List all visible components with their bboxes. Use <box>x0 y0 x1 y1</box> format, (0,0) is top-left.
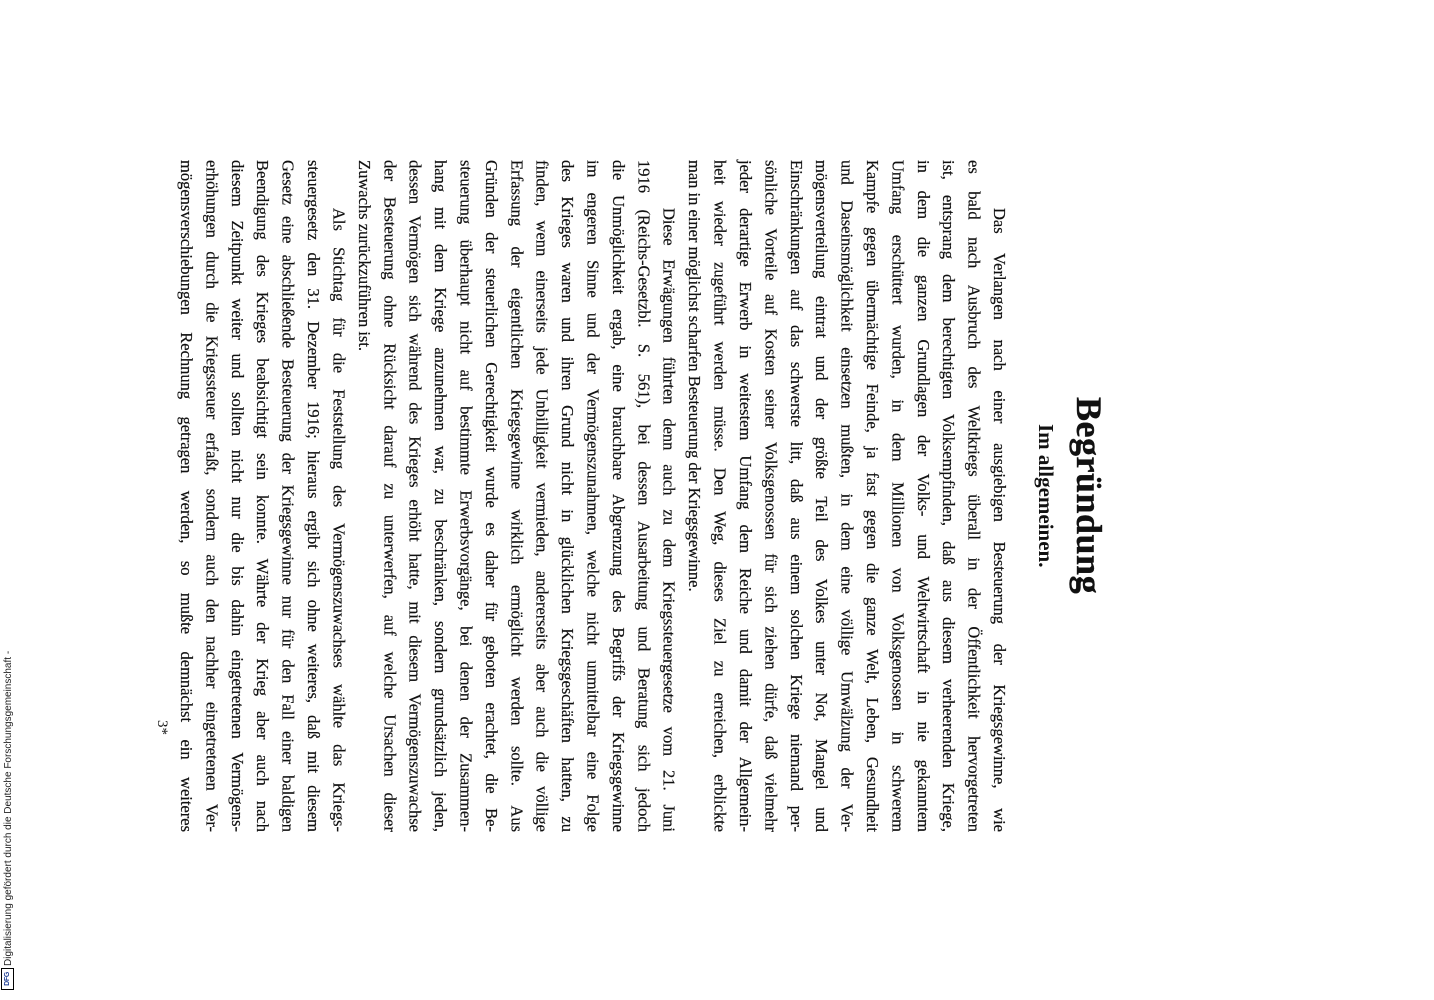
text-line: im engeren Sinne und der Vermögenszunahmen, welche nicht unmittelbar eine Folge <box>583 160 603 832</box>
text-line: Beendigung des Krieges beabsichtigt sein konnte. Währte der Krieg aber auch nach <box>253 160 273 832</box>
body-text <box>172 160 1012 832</box>
paragraph-2 <box>351 160 681 832</box>
text-line: es bald nach Ausbruch des Weltkriegs überall in der Öffentlichkeit hervorgetreten <box>964 160 984 832</box>
section-subtitle: Im allgemeinen. <box>1034 424 1058 568</box>
text-line: steuerung überhaupt nicht auf bestimmte Erwerbsvorgänge, bei denen der Zusammen- <box>456 160 476 832</box>
text-line: heit wieder zugeführt werden müsse. Den Weg, dieses Ziel zu erreichen, erblickte <box>710 160 730 832</box>
text-line: mögensverschiebungen Rechnung getragen werden, so mußte demnächst ein weiteres <box>177 160 196 832</box>
text-line: ist, entsprang dem berechtigten Volksempfinden, daß aus diesem verheerenden Kriege, <box>939 160 959 832</box>
text-line: dessen Vermögen sich während des Krieges erhöht hatte, mit diesem Vermögenszuwachse <box>405 160 425 832</box>
paragraph-3 <box>174 160 352 832</box>
text-line: Zuwachs zurückzuführen ist. <box>354 160 374 352</box>
text-line: die Unmöglichkeit ergab, eine brauchbare Abgrenzung des Begriffs der Kriegsgewinne <box>608 160 628 832</box>
text-line: Gesetz eine abschließende Besteuerung der Kriegsgewinne nur für den Fall einer baldigen <box>278 160 298 832</box>
text-line: Das Verlangen nach einer ausgiebigen Besteuerung der Kriegsgewinne, wie <box>990 208 1009 832</box>
page-title: Begründung <box>1069 397 1109 595</box>
text-line: finden, wenn einerseits jede Unbilligkeit vermieden, andererseits aber auch die völlige <box>532 160 552 832</box>
dfg-logo <box>1 968 14 990</box>
text-line: des Krieges waren und ihren Grund nicht in glücklichen Kriegsgeschäften hatten, zu <box>558 160 578 832</box>
text-line: mögensverteilung eintrat und der größte Teil des Volkes unter Not, Mangel und <box>812 160 832 832</box>
paragraph-1 <box>682 160 1012 832</box>
text-line: hang mit dem Kriege anzunehmen war, zu beschränken, sondern grundsätzlich jeden, <box>431 160 451 832</box>
text-line: Einschränkungen auf das schwerste litt, daß aus einem solchen Kriege niemand per- <box>786 160 806 832</box>
signature-mark: 3* <box>154 720 170 735</box>
text-line: der Besteuerung ohne Rücksicht darauf zu unterwerfen, auf welche Ursachen dieser <box>380 160 400 832</box>
text-line: Umfang erschüttert wurden, in dem Millionen von Volksgenossen in schwerem <box>888 160 908 832</box>
dfg-logo-text: DFG <box>4 972 11 986</box>
text-line: steuergesetz den 31. Dezember 1916; hieraus ergibt sich ohne weiteres, daß mit diesem <box>304 160 324 832</box>
text-line: Diese Erwägungen führten denn auch zu dem Kriegssteuergesetze vom 21. Juni <box>659 208 679 832</box>
text-line: Gründen der steuerlichen Gerechtigkeit wurde es daher für geboten erachtet, die Be- <box>481 160 501 832</box>
text-line: erhöhungen durch die Kriegssteuer erfaßt, sondern auch den nachher eingetretenen Ver- <box>202 160 222 832</box>
text-line: in dem die ganzen Grundlagen der Volks- und Weltwirtschaft in nie gekanntem <box>913 160 933 832</box>
heading-block <box>1024 160 1112 832</box>
text-line: Erfassung der eigentlichen Kriegsgewinne wirklich ermöglicht werden sollte. Aus <box>507 160 527 832</box>
text-line: diesem Zeitpunkt weiter und sollten nicht nur die bis dahin eingetretenen Vermögens- <box>227 160 247 832</box>
text-line: man in einer möglichst scharfen Besteuerung der Kriegsgewinne. <box>685 160 705 592</box>
text-line: und Daseinsmöglichkeit einsetzen mußten, in dem eine völlige Umwälzung der Ver- <box>837 160 857 832</box>
digitization-credit: Digitalisierung gefördert durch die Deutsche Forschungsgemeinschaft - <box>3 650 14 966</box>
text-line: Als Stichtag für die Feststellung des Vermögenszuwachses wählte das Kriegs- <box>329 208 349 832</box>
text-line: Kampfe gegen übermächtige Feinde, ja fast gegen die ganze Welt, Leben, Gesundheit <box>862 160 882 832</box>
text-line: 1916 (Reichs-Gesetzbl. S. 561), bei dessen Ausarbeitung und Beratung sich jedoch <box>634 160 654 832</box>
text-line: jeder derartige Erwerb in weitestem Umfang dem Reiche und damit der Allgemein- <box>735 160 755 832</box>
text-line: sönliche Vorteile auf Kosten seiner Volksgenossen für sich ziehen dürfe, daß vielmehr <box>761 160 781 832</box>
